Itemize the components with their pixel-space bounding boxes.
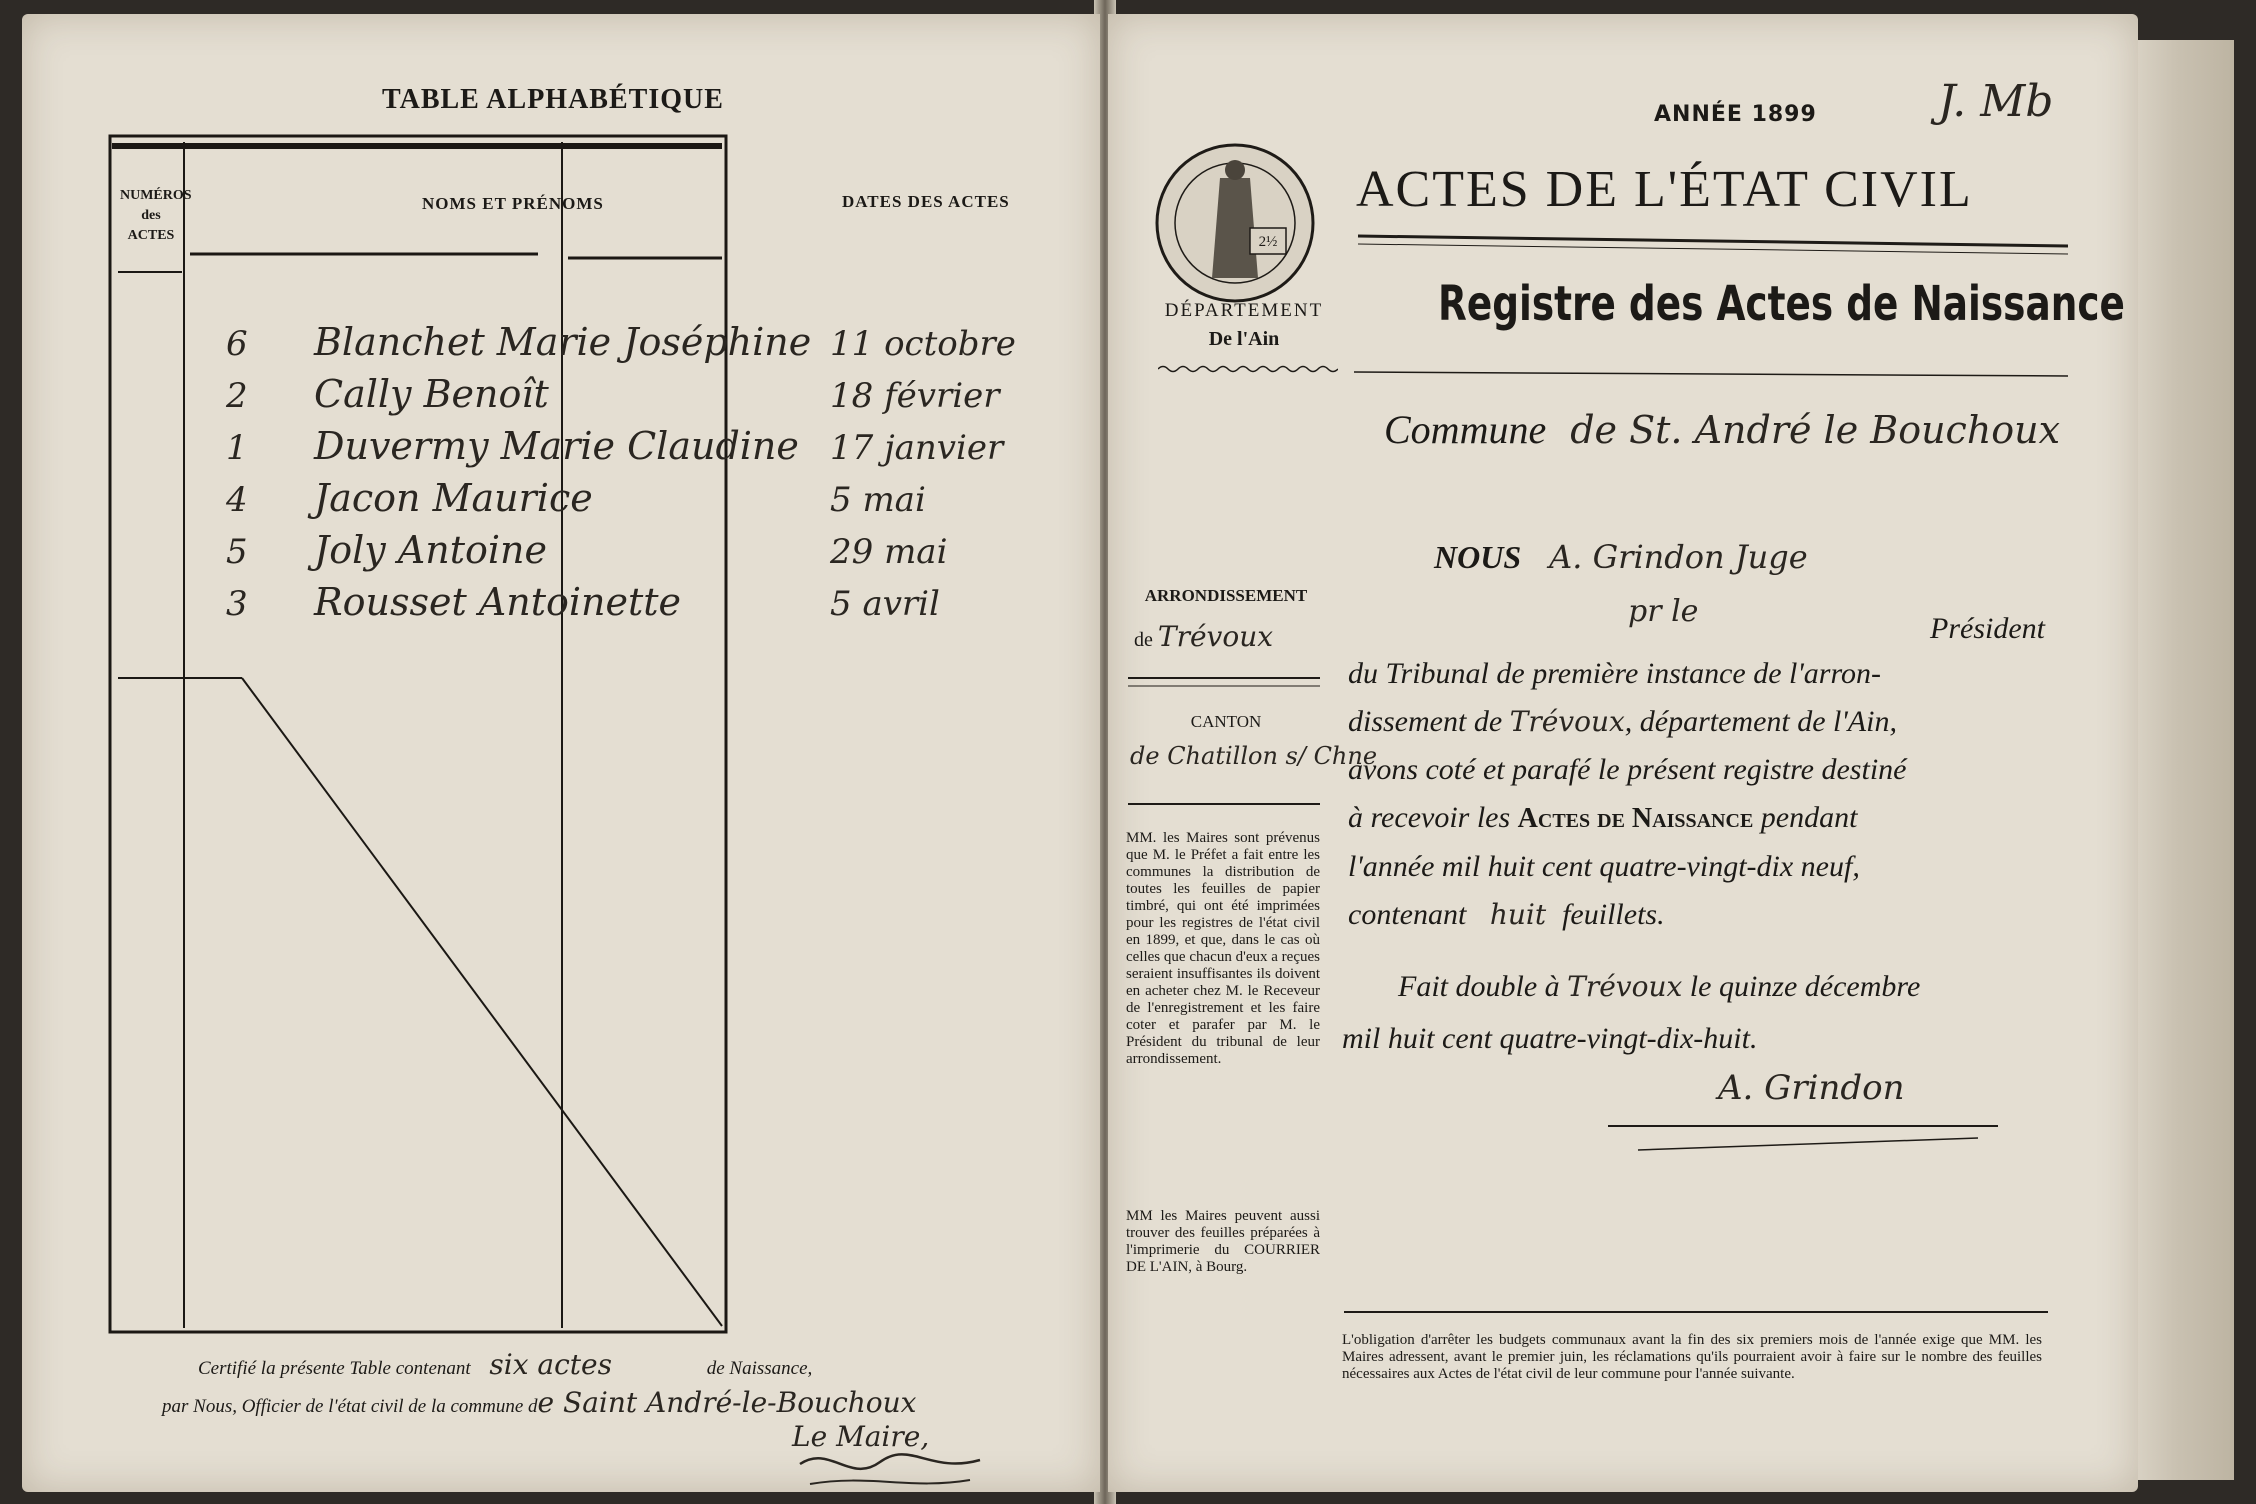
entry-number: 3 bbox=[226, 584, 248, 624]
header-dates: DATES DES ACTES bbox=[842, 192, 1010, 211]
nous-value: A. Grindon Juge bbox=[1549, 538, 1808, 576]
certif-count: six actes bbox=[489, 1348, 612, 1381]
fait-text: Fait double à bbox=[1398, 970, 1560, 1003]
header-numeros bbox=[120, 186, 192, 246]
header-noms: NOMS ET PRÉNOMS bbox=[422, 194, 604, 213]
body-line-1: du Tribunal de première instance de l'arron- bbox=[1348, 657, 1882, 690]
body-line-4-text: à recevoir les bbox=[1348, 801, 1511, 834]
entry-date: 5 avril bbox=[830, 584, 940, 624]
body-line-4-tail: pendant bbox=[1760, 801, 1858, 834]
entry-number: 4 bbox=[226, 480, 248, 520]
certif-prefix: Certifié la présente Table contenant bbox=[198, 1358, 471, 1379]
body-line-2-hand: Trévoux bbox=[1509, 705, 1625, 738]
certif-commune: e Saint André-le-Bouchoux bbox=[537, 1386, 917, 1419]
body-line-5: l'année mil huit cent quatre-vingt-dix neuf, bbox=[1348, 850, 1860, 883]
entry-number: 6 bbox=[226, 324, 248, 364]
body-line-2 bbox=[1348, 698, 1906, 746]
svg-text:2½: 2½ bbox=[1258, 234, 1278, 250]
entry-name: Jacon Maurice bbox=[314, 476, 593, 520]
right-page-register bbox=[1108, 14, 2138, 1492]
commune-label: Commune bbox=[1384, 407, 1547, 452]
certification-line2 bbox=[162, 1386, 916, 1419]
entry-date: 17 janvier bbox=[830, 428, 1004, 468]
header-numeros-line1: NUMÉROS bbox=[120, 188, 192, 203]
fait-tail: le quinze décembre bbox=[1689, 970, 1921, 1003]
entry-number: 2 bbox=[226, 376, 248, 416]
certif-line2-prefix: par Nous, Officier de l'état civil de la commune d bbox=[162, 1396, 538, 1417]
table-title: TABLE ALPHABÉTIQUE bbox=[382, 84, 724, 115]
notice-courrier: MM les Maires peuvent aussi trouver des feuilles préparées à l'imprimerie du COURRIER DE L'AIN, à Bourg. bbox=[1126, 1208, 1320, 1275]
president-word: Président bbox=[1930, 612, 2045, 645]
entry-number: 5 bbox=[226, 532, 248, 572]
arrondissement-value: Trévoux bbox=[1157, 620, 1274, 653]
entry-number: 1 bbox=[226, 428, 248, 468]
body-line-4-caps: Actes de Naissance bbox=[1517, 803, 1754, 834]
certif-maire: Le Maire, bbox=[792, 1420, 930, 1453]
nous-line bbox=[1434, 538, 1808, 576]
fait-line-2: mil huit cent quatre-vingt-dix-huit. bbox=[1342, 1022, 1758, 1055]
entry-name: Blanchet Marie Joséphine bbox=[314, 320, 812, 364]
certification-line1 bbox=[198, 1348, 812, 1381]
fait-line-1 bbox=[1398, 970, 1920, 1004]
arrondissement-prefix: de bbox=[1134, 629, 1153, 651]
body-line-6 bbox=[1348, 891, 1906, 939]
nous-value-2: pr le bbox=[1628, 594, 1699, 629]
footer-notice: L'obligation d'arrêter les budgets communaux avant la fin des six premiers mois de l'année exige que MM. les Maires adressent, avant le premier juin, les réclamations qu'ils pourraient avoir à faire sur le nombre des feuilles nécessaires aux Actes de l'état civil de leur commune pour l'année suivante. bbox=[1342, 1332, 2042, 1382]
table-row bbox=[118, 470, 1098, 522]
entry-name: Joly Antoine bbox=[314, 528, 547, 572]
entry-name: Duvermy Marie Claudine bbox=[314, 424, 799, 468]
nous-label: NOUS bbox=[1434, 539, 1522, 575]
canton-label: CANTON bbox=[1190, 712, 1262, 731]
departement-name: De l'Ain bbox=[1208, 328, 1280, 350]
proces-verbal-body bbox=[1348, 650, 1906, 939]
entries-list bbox=[118, 314, 1098, 626]
departement-label: DÉPARTEMENT bbox=[1164, 300, 1324, 321]
register-subtitle: Registre des Actes de Naissance bbox=[1438, 276, 2125, 332]
table-grid bbox=[22, 14, 1100, 1492]
entry-date: 18 février bbox=[830, 376, 1000, 416]
body-line-3: avons coté et parafé le présent registre destiné bbox=[1348, 753, 1907, 786]
page-edges bbox=[2138, 40, 2234, 1480]
entry-name: Rousset Antoinette bbox=[314, 580, 682, 624]
body-line-2-tail: , département de l'Ain, bbox=[1624, 705, 1897, 738]
juge-signature: A. Grindon bbox=[1718, 1068, 1905, 1108]
entry-date: 5 mai bbox=[830, 480, 926, 520]
arrondissement-label: ARRONDISSEMENT bbox=[1144, 586, 1308, 605]
commune-line bbox=[1384, 406, 2060, 453]
commune-value: de St. André le Bouchoux bbox=[1570, 408, 2061, 452]
entry-date: 11 octobre bbox=[830, 324, 1016, 364]
arrondissement-line bbox=[1134, 620, 1273, 653]
body-line-6-tail: feuillets. bbox=[1562, 898, 1665, 931]
body-line-6-text: contenant bbox=[1348, 898, 1467, 931]
body-line-6-hand: huit bbox=[1489, 898, 1547, 931]
maire-signature bbox=[790, 1444, 990, 1494]
table-row bbox=[118, 522, 1098, 574]
entry-name: Cally Benoît bbox=[314, 372, 549, 416]
table-row bbox=[118, 574, 1098, 626]
annee: ANNÉE 1899 bbox=[1654, 102, 1817, 127]
main-title: ACTES DE L'ÉTAT CIVIL bbox=[1356, 161, 1973, 218]
header-numeros-line2: des bbox=[141, 208, 161, 223]
notice-prefet: MM. les Maires sont prévenus que M. le Préfet a fait entre les communes la distribution de toutes les feuilles de papier timbré, qui ont été imprimées pour les registres de l'état civil en 1899, et que, dans le cas où celles que chacun d'eux a reçues seraient insuffisantes ils doivent en acheter chez M. le Receveur de l'enregistrement et les faire coter et parafer par M. le Président du tribunal de leur arrondissement. bbox=[1126, 830, 1320, 1067]
header-numeros-line3: ACTES bbox=[127, 228, 175, 243]
left-page-table bbox=[22, 14, 1100, 1492]
fait-hand: Trévoux bbox=[1567, 970, 1683, 1003]
entry-date: 29 mai bbox=[830, 532, 948, 572]
table-row bbox=[118, 314, 1098, 366]
table-row bbox=[118, 418, 1098, 470]
body-line-2-text: dissement de bbox=[1348, 705, 1503, 738]
body-line-4 bbox=[1348, 794, 1906, 843]
canton-value: de Chatillon s/ Chne bbox=[1130, 742, 1378, 770]
corner-mark: J. Mb bbox=[1938, 76, 2054, 127]
certif-suffix: de Naissance, bbox=[706, 1358, 813, 1379]
table-row bbox=[118, 366, 1098, 418]
